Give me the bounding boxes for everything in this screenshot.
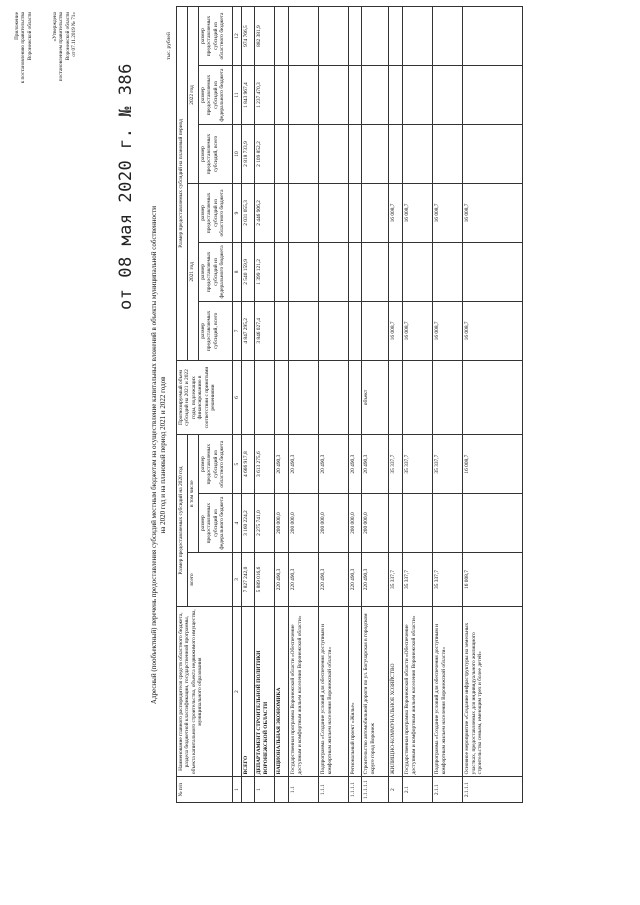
row-value: 16 008,7 [389, 183, 403, 242]
row-value: 220 490,3 [289, 553, 319, 607]
row-value [463, 494, 523, 553]
row-value [463, 125, 523, 184]
header-2021-total: размер предоставляемых субсидий, всего [199, 301, 233, 360]
annex-line: Приложение [14, 12, 20, 40]
row-value: 35 337,7 [389, 435, 403, 494]
row-value: 882 381,9 [255, 7, 275, 66]
row-value: 35 337,7 [433, 435, 463, 494]
row-value: 16 008,7 [463, 301, 523, 360]
row-value: 974 766,5 [242, 7, 255, 66]
row-value: 20 490,3 [289, 435, 319, 494]
title-line: Адресный (пообъектный) перечень предоставления субсидий местным бюджетам на осуществление капитальных вложений в объекты муниципальной собственности [150, 205, 158, 705]
row-value [349, 301, 362, 360]
row-name: Государственная программа Воронежской области «Обеспечение доступным и комфортным жильем населения Воронежской области» [289, 606, 319, 776]
row-value: 35 337,7 [389, 553, 403, 607]
row-value [319, 66, 349, 125]
row-value: 16 008,7 [463, 553, 523, 607]
row-name: ВСЕГО [242, 606, 255, 776]
row-value [433, 125, 463, 184]
row-value [403, 7, 433, 66]
row-number: 1.1.1.1.1 [362, 777, 389, 803]
unit-label: тыс. рублей [166, 32, 172, 60]
row-value [463, 66, 523, 125]
table-row [433, 7, 463, 803]
table-row [255, 7, 275, 803]
row-value: 16 008,7 [463, 183, 523, 242]
row-value: 16 008,7 [403, 301, 433, 360]
table-row [403, 7, 433, 803]
row-name: Основное мероприятие «Создание инфраструктуры на земельных участках, предоставляемых для индивидуального жилищного строительства семьям, имеющим трех и более детей» [463, 606, 523, 776]
row-value [362, 66, 389, 125]
row-value [275, 7, 289, 66]
row-value: 220 490,3 [362, 553, 389, 607]
approval-line: постановлением правительства [58, 12, 65, 82]
row-value [463, 242, 523, 301]
row-value: 20 490,3 [319, 435, 349, 494]
registration-stamp: от 08 мая 2020 г. № 386 [116, 63, 136, 310]
row-name: Подпрограмма «Создание условий для обеспечения доступным и комфортным жильем населения Воронежской области» [319, 606, 349, 776]
row-value: 16 008,7 [463, 435, 523, 494]
row-value: 3 160 224,2 [242, 494, 255, 553]
row-value: 2 818 733,9 [242, 125, 255, 184]
row-value [319, 360, 349, 434]
approval-line: «Утверждена [52, 12, 58, 42]
row-value: 200 000,0 [275, 494, 289, 553]
row-value [289, 66, 319, 125]
row-value [403, 66, 433, 125]
row-value [389, 242, 403, 301]
row-value: 16 008,7 [389, 301, 403, 360]
row-value [433, 66, 463, 125]
row-value [389, 7, 403, 66]
header-2022-obl: размер предоставляемых субсидий из областного бюджета [199, 7, 233, 66]
row-value: 2 275 741,0 [255, 494, 275, 553]
title-line: на 2020 год и на плановый период 2021 и 2022 годов [159, 376, 167, 534]
row-value [433, 242, 463, 301]
row-name: Государственная программа Воронежской области «Обеспечение доступным и комфортным жильем населения Воронежской области» [403, 606, 433, 776]
row-value [319, 183, 349, 242]
row-value [349, 66, 362, 125]
row-value [275, 301, 289, 360]
row-value [389, 66, 403, 125]
row-value: 1 399 121,2 [255, 242, 275, 301]
row-value [362, 301, 389, 360]
row-value: 200 000,0 [362, 494, 389, 553]
row-value: 1 237 470,3 [255, 66, 275, 125]
row-number: 2.1.1 [433, 777, 463, 803]
row-number: 2.1.1.1 [463, 777, 523, 803]
header-2022-fed: размер предоставляемых субсидий из федерального бюджета [199, 66, 233, 125]
row-value [319, 125, 349, 184]
row-value: 16 008,7 [403, 183, 433, 242]
table-row [362, 7, 389, 803]
row-value: 7 827 242,0 [242, 553, 255, 607]
row-value [349, 183, 362, 242]
row-value [275, 360, 289, 434]
row-value [319, 242, 349, 301]
annex-note [14, 12, 33, 122]
row-value: 20 490,3 [362, 435, 389, 494]
header-2021-fed: размер предоставляемых субсидий из федерального бюджета [199, 242, 233, 301]
header-2022-total: размер предоставляемых субсидий, всего [199, 125, 233, 184]
header-total: всего [188, 553, 233, 607]
row-value [349, 125, 362, 184]
table-row [242, 7, 255, 803]
header-2021-obl: размер предоставляемых субсидий из областного бюджета [199, 183, 233, 242]
table-row [389, 7, 403, 803]
header-2020: Размер предоставляемых субсидий на 2020 год [177, 435, 188, 607]
row-value: 35 337,7 [433, 553, 463, 607]
row-value: 1 843 967,4 [242, 66, 255, 125]
row-value: 220 490,3 [349, 553, 362, 607]
row-value: 2 109 852,2 [255, 125, 275, 184]
header-fed: размер предоставляемых субсидий из федерального бюджета [199, 494, 233, 553]
row-value: 200 000,0 [319, 494, 349, 553]
row-value: 20 490,3 [349, 435, 362, 494]
column-number: 3 [233, 553, 242, 607]
table-row [275, 7, 289, 803]
row-name: НАЦИОНАЛЬНАЯ ЭКОНОМИКА [275, 606, 289, 776]
column-number: 5 [233, 435, 242, 494]
header-planperiod: Размер предоставляемых субсидий на плановый период [177, 7, 188, 361]
row-value [242, 360, 255, 434]
row-value: 35 337,7 [403, 435, 433, 494]
row-value [349, 242, 362, 301]
row-number: 2.1 [403, 777, 433, 803]
row-value [275, 125, 289, 184]
header-obl: размер предоставляемых субсидий из областного бюджета [199, 435, 233, 494]
row-value [403, 242, 433, 301]
column-number: 10 [233, 125, 242, 184]
table-row [319, 7, 349, 803]
subsidies-table [176, 6, 523, 803]
row-value [403, 494, 433, 553]
row-value [362, 7, 389, 66]
row-value [362, 242, 389, 301]
row-value: 20 490,3 [275, 435, 289, 494]
row-name: Региональный проект «Жилье» [349, 606, 362, 776]
row-value: объект [362, 360, 389, 434]
row-value: 3 846 027,4 [255, 301, 275, 360]
row-value [289, 301, 319, 360]
row-value: 4 666 917,8 [242, 435, 255, 494]
row-number: 2 [389, 777, 403, 803]
row-value [433, 7, 463, 66]
row-value [275, 183, 289, 242]
row-value [289, 125, 319, 184]
row-value [349, 360, 362, 434]
row-value: 2 446 906,2 [255, 183, 275, 242]
row-name: Подпрограмма «Создание условий для обеспечения доступным и комфортным жильем населения Воронежской области» [433, 606, 463, 776]
row-value [403, 125, 433, 184]
row-value [433, 494, 463, 553]
row-value: 220 490,3 [319, 553, 349, 607]
row-value: 5 889 016,6 [255, 553, 275, 607]
row-value [289, 242, 319, 301]
table-row [289, 7, 319, 803]
row-name: ЖИЛИЩНО-КОММУНАЛЬНОЕ ХОЗЯЙСТВО [389, 606, 403, 776]
row-value: 35 337,7 [403, 553, 433, 607]
row-number: 1.1.1.1 [349, 777, 362, 803]
row-value: 2 540 159,9 [242, 242, 255, 301]
column-number: 4 [233, 494, 242, 553]
row-number [242, 777, 255, 803]
header-plan: Прогнозируемый объем субсидий на 2021 и 2022 годы, подлежащих финансированию в соответствии с принятыми решениями [177, 360, 233, 434]
row-number: 1 [255, 777, 275, 803]
column-number: 2 [233, 606, 242, 776]
row-value [463, 360, 523, 434]
approval-note [52, 12, 78, 122]
row-number: 1.1.1 [319, 777, 349, 803]
row-number: 1.1 [289, 777, 319, 803]
annex-line: Воронежской области [26, 12, 33, 61]
row-value: 3 613 275,6 [255, 435, 275, 494]
row-value [433, 360, 463, 434]
row-name: ДЕПАРТАМЕНТ СТРОИТЕЛЬНОЙ ПОЛИТИКИ ВОРОНЕЖСКОЙ ОБЛАСТИ [255, 606, 275, 776]
row-value [275, 66, 289, 125]
column-number: 9 [233, 183, 242, 242]
row-name: Строительство автомобильной дороги по ул. Богучарская в городском округе город Воронеж [362, 606, 389, 776]
row-value [362, 125, 389, 184]
row-value: 16 008,7 [433, 301, 463, 360]
row-value [403, 360, 433, 434]
row-number [275, 777, 289, 803]
row-value: 200 000,0 [289, 494, 319, 553]
column-number: 8 [233, 242, 242, 301]
row-value [389, 494, 403, 553]
column-number: 7 [233, 301, 242, 360]
header-2021: 2021 год [188, 183, 199, 360]
row-value [289, 7, 319, 66]
row-value: 16 008,7 [433, 183, 463, 242]
column-number: 11 [233, 66, 242, 125]
row-value [362, 183, 389, 242]
row-value [319, 7, 349, 66]
header-row [177, 7, 188, 803]
column-number: 12 [233, 7, 242, 66]
row-value [349, 7, 362, 66]
table-row [463, 7, 523, 803]
row-value [289, 360, 319, 434]
row-value [463, 7, 523, 66]
row-value: 4 847 295,2 [242, 301, 255, 360]
document-title [150, 145, 168, 765]
row-value [289, 183, 319, 242]
column-number: 6 [233, 360, 242, 434]
row-value [389, 360, 403, 434]
approval-line: Воронежской области [64, 12, 71, 61]
row-value [389, 125, 403, 184]
header-incl: в том числе [188, 435, 199, 553]
row-value [275, 242, 289, 301]
column-number: 1 [233, 777, 242, 803]
row-value: 220 490,3 [275, 553, 289, 607]
header-name: Наименование главного распорядителя средств областного бюджета, раздела бюджетной классификации, государственной программы, объекта капитального строительства, объекта недвижимого имущества, муниципального образования [177, 606, 233, 776]
header-2022: 2022 год [188, 7, 199, 184]
table-row [349, 7, 362, 803]
header-num: № п/п [177, 777, 233, 803]
row-value: 2 031 055,3 [242, 183, 255, 242]
column-number-row [233, 7, 242, 803]
row-value [319, 301, 349, 360]
annex-line: к постановлению правительства [20, 12, 27, 84]
row-value [255, 360, 275, 434]
row-value: 200 000,0 [349, 494, 362, 553]
approval-line: от 07.11.2019 № 71» [71, 12, 78, 57]
